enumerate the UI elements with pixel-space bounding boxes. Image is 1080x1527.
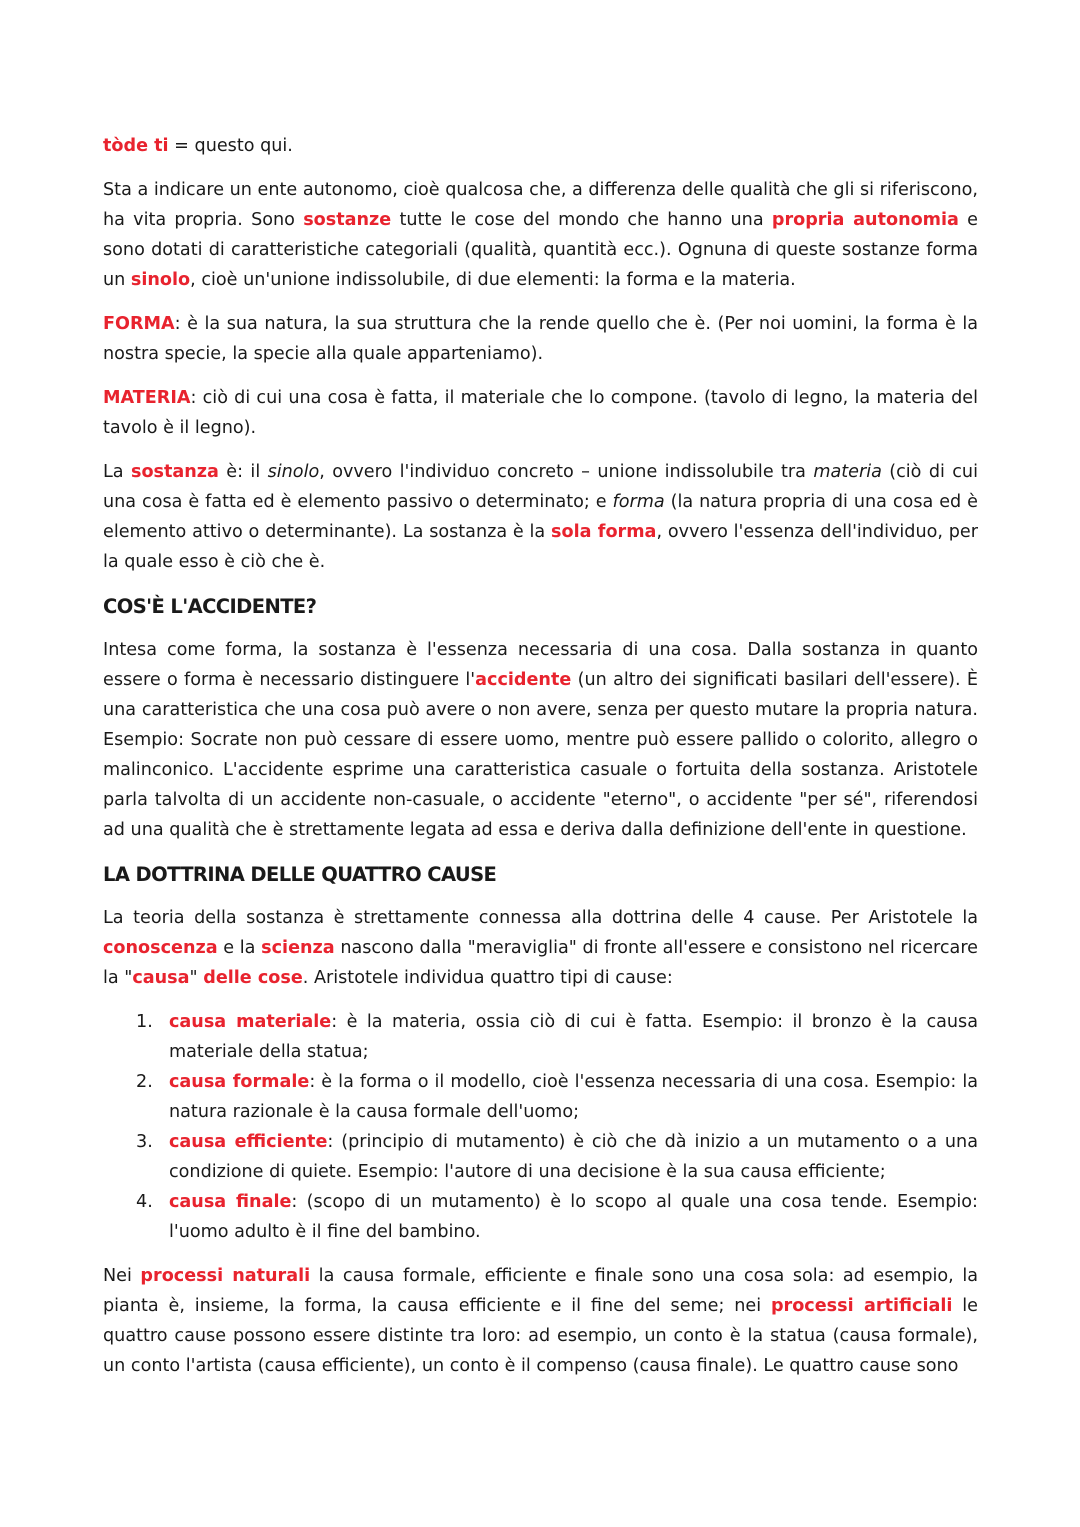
text-span: (ciò di cui una cosa è fatta ed è elemento passivo o determinato; e	[103, 462, 978, 512]
text-span: : è la materia, ossia ciò di cui è fatta. Esempio: il bronzo è la causa materiale della statua;	[169, 1012, 979, 1062]
text-span: La	[103, 462, 131, 482]
paragraph-sostanza	[103, 175, 978, 295]
paragraph-forma	[103, 309, 978, 369]
highlight-term: causa	[132, 968, 190, 988]
text-span: Sta a indicare un ente autonomo, cioè qualcosa che, a differenza delle qualità che gli si riferiscono, ha vita propria. Sono	[103, 180, 978, 230]
text-span: , ovvero l'individuo concreto – unione indissolubile tra	[319, 462, 814, 482]
text-span: la causa formale, efficiente e finale sono una cosa sola: ad esempio, la pianta è, insieme, la forma, la causa efficiente e il fine del seme; nei	[103, 1266, 978, 1316]
text-span: Intesa come forma, la sostanza è l'essenza necessaria di una cosa. Dalla sostanza in quanto essere o forma è necessario distinguere l'	[103, 640, 978, 690]
highlight-term: MATERIA	[103, 388, 191, 408]
italic-term: materia	[813, 462, 882, 482]
text-span: (un altro dei significati basilari dell'essere). È una caratteristica che una cosa può avere o non avere, senza per questo mutare la propria natura. Esempio: Socrate non può cessare di essere uomo, mentre può essere pallido o colorito, allegro o malinconico. L'accidente esprime una caratteristica casuale o fortuita della sostanza. Aristotele parla talvolta di un accidente non-casuale, o accidente "eterno", o accidente "per sé", riferendosi ad una qualità che è strettamente legata ad essa e deriva dalla definizione dell'ente in questione.	[103, 670, 978, 840]
text-span: : ciò di cui una cosa è fatta, il materiale che lo compone. (tavolo di legno, la materia del tavolo è il legno).	[103, 388, 978, 438]
highlight-term: causa efficiente	[169, 1132, 328, 1152]
highlight-term: propria autonomia	[771, 210, 959, 230]
text-span: : (principio di mutamento) è ciò che dà inizio a un mutamento o a una condizione di quiete. Esempio: l'autore di una decisione è la sua causa efficiente;	[169, 1132, 978, 1182]
italic-term: sinolo	[267, 462, 320, 482]
highlight-term: sostanza	[130, 462, 219, 482]
list-number: 4.	[136, 1192, 153, 1212]
highlight-term: FORMA	[103, 314, 175, 334]
list-number: 3.	[136, 1132, 153, 1152]
heading-quattro-cause: LA DOTTRINA DELLE QUATTRO CAUSE	[103, 863, 497, 886]
paragraph-processi	[103, 1261, 978, 1381]
highlight-term: tòde ti	[103, 136, 169, 156]
highlight-term: accidente	[475, 670, 572, 690]
highlight-term: sola forma	[551, 522, 657, 542]
page-content	[103, 131, 978, 1395]
list-number: 1.	[136, 1012, 153, 1032]
text-span: : (scopo di un mutamento) è lo scopo al quale una cosa tende. Esempio: l'uomo adulto è il fine del bambino.	[169, 1192, 978, 1242]
highlight-term: conoscenza	[103, 938, 218, 958]
text-span: = questo qui.	[168, 136, 293, 156]
list-item	[103, 1067, 978, 1127]
text-span: : è la sua natura, la sua struttura che la rende quello che è. (Per noi uomini, la forma è la nostra specie, la specie alla quale apparteniamo).	[103, 314, 978, 364]
highlight-term: causa materiale	[169, 1012, 332, 1032]
text-span: e la	[217, 938, 262, 958]
text-span: (la natura propria di una cosa ed è elemento attivo o determinante). La sostanza è la	[103, 492, 978, 542]
text-span: Nei	[103, 1266, 141, 1286]
text-span: . Aristotele individua quattro tipi di cause:	[302, 968, 673, 988]
text-span: , cioè un'unione indissolubile, di due elementi: la forma e la materia.	[190, 270, 796, 290]
list-item	[103, 1127, 978, 1187]
intro-line	[103, 131, 978, 161]
cause-list	[103, 1007, 978, 1247]
highlight-term: sinolo	[130, 270, 191, 290]
text-span: le quattro cause possono essere distinte tra loro: ad esempio, un conto è la statua (causa formale), un conto l'artista (causa efficiente), un conto è il compenso (causa finale). Le quattro cause sono	[103, 1296, 979, 1376]
highlight-term: scienza	[261, 938, 335, 958]
text-span: tutte le cose del mondo che hanno una	[391, 210, 772, 230]
text-span: "	[189, 968, 204, 988]
text-span: La teoria della sostanza è strettamente connessa alla dottrina delle 4 cause. Per Aristotele la	[103, 908, 978, 928]
heading-accidente: COS'È L'ACCIDENTE?	[103, 595, 317, 618]
text-span: : è la forma o il modello, cioè l'essenza necessaria di una cosa. Esempio: la natura razionale è la causa formale dell'uomo;	[169, 1072, 978, 1122]
list-item	[103, 1187, 978, 1247]
highlight-term: processi naturali	[140, 1266, 311, 1286]
text-span: nascono dalla "meraviglia" di fronte all'essere e consistono nel ricercare la "	[103, 938, 979, 988]
highlight-term: sostanze	[303, 210, 392, 230]
text-span: , ovvero l'essenza dell'individuo, per la quale esso è ciò che è.	[103, 522, 978, 572]
highlight-term: delle cose	[203, 968, 303, 988]
italic-term: forma	[612, 492, 665, 512]
list-number: 2.	[136, 1072, 153, 1092]
highlight-term: causa finale	[169, 1192, 292, 1212]
paragraph-cause	[103, 903, 978, 993]
paragraph-sinolo	[103, 457, 978, 577]
list-item	[103, 1007, 978, 1067]
highlight-term: causa formale	[169, 1072, 310, 1092]
text-span: è: il	[218, 462, 268, 482]
paragraph-materia	[103, 383, 978, 443]
text-span: e sono dotati di caratteristiche categoriali (qualità, quantità ecc.). Ognuna di queste sostanze forma un	[103, 210, 978, 290]
paragraph-accidente	[103, 635, 978, 845]
highlight-term: processi artificiali	[770, 1296, 953, 1316]
